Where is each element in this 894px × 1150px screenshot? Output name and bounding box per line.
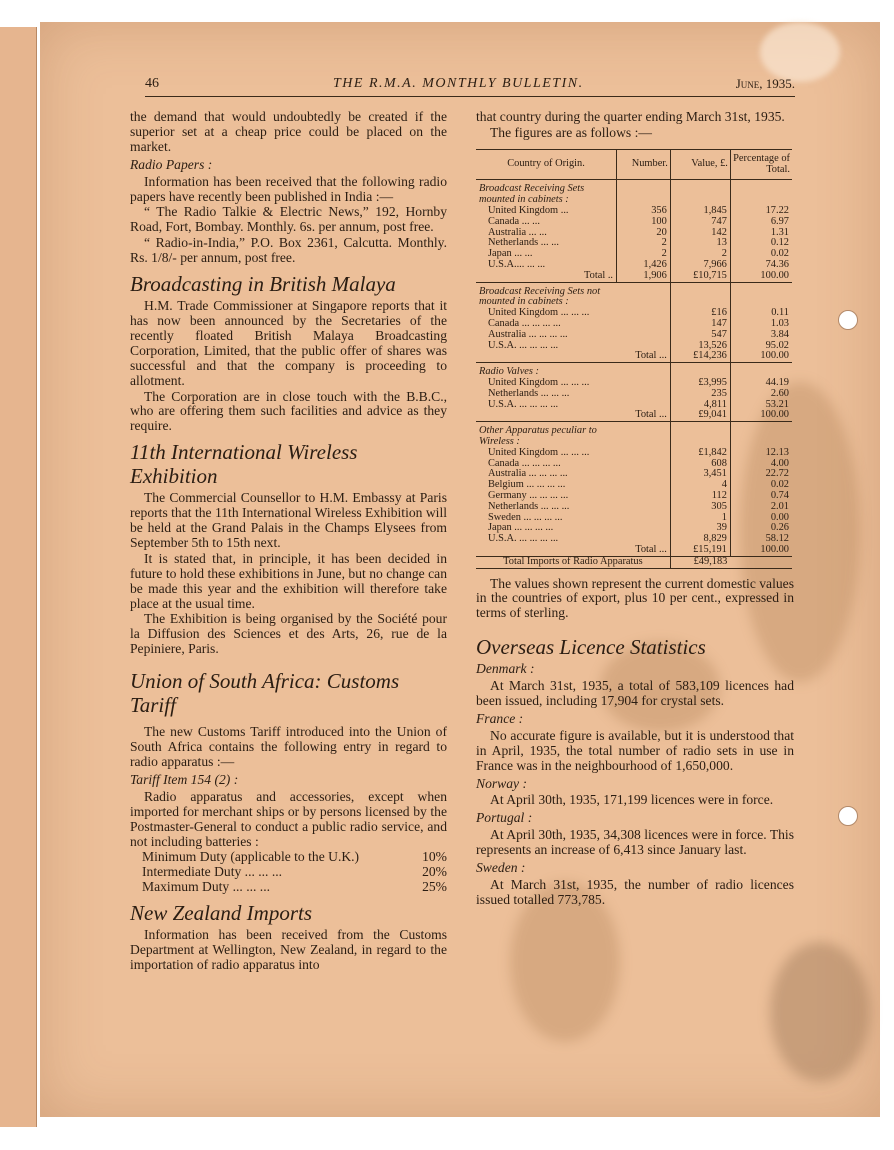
stain (760, 22, 840, 82)
malaya-p2: The Corporation are in close touch with the B.B.C., who are offering them such facilities and advice as they require. (130, 388, 447, 434)
value-cell: 7,966 (670, 260, 730, 271)
issue-date: June, 1935. (735, 76, 795, 91)
number-cell: 100 (617, 217, 671, 228)
exhibition-p2: It is stated that, in principle, it has been decided in future to hold these exhibitions in June, but no change can be made this year and the exhibition will therefore take place at the usual time. (130, 550, 447, 611)
tariff-p2: Radio apparatus and accessories, except when imported for merchant ships or by persons licensed by the Postmaster-General to conduct a public radio service, and not including batteries : (130, 788, 447, 849)
total-row (476, 351, 792, 362)
country-cell: United Kingdom ... ... ... (488, 307, 590, 319)
radio-papers-p2: “ The Radio Talkie & Electric News,” 192, Hornby Road, Fort, Bombay. Monthly. 6s. per annum, post free. (130, 204, 447, 235)
page-number: 46 (145, 76, 159, 91)
value-cell: 8,829 (670, 534, 730, 545)
percentage-cell: 44.19 (730, 378, 792, 389)
licence-country-heading: Portugal : (476, 810, 533, 826)
empty-cell (730, 180, 792, 206)
licence-country-heading: Denmark : (476, 661, 535, 677)
licence-country-text: At April 30th, 1935, 34,308 licences were in force. This represents an increase of 6,413 since January last. (476, 827, 794, 858)
percentage-cell: 58.12 (730, 534, 792, 545)
nz-p1: Information has been received from the Customs Department at Wellington, New Zealand, in regard to the importation of radio apparatus into (130, 927, 447, 972)
percentage-cell: 2.01 (730, 502, 792, 513)
percentage-cell: 1.03 (730, 319, 792, 330)
empty-cell (670, 422, 730, 448)
group-title-row (476, 363, 792, 378)
licence-country-text: No accurate figure is available, but it is understood that in April, 1935, the total number of radio sets in use in France was in the neighbourhood of 1,650,000. (476, 727, 794, 773)
total-percentage: 100.00 (730, 545, 792, 556)
country-cell: Canada ... ... ... ... (488, 457, 561, 469)
stain (770, 942, 870, 1082)
nz-heading: New Zealand Imports (130, 901, 313, 926)
exhibition-heading: 11th International Wireless Exhibition (130, 440, 358, 489)
grand-total-row (476, 556, 792, 568)
percentage-cell: 0.26 (730, 523, 792, 534)
empty-cell (617, 282, 671, 308)
col-header-number: Number. (617, 149, 671, 180)
value-cell: 4 (670, 480, 730, 491)
table-row (476, 217, 792, 228)
country-cell: United Kingdom ... ... ... (488, 446, 590, 458)
total-label: Total ... (476, 351, 670, 362)
grand-total-label: Total Imports of Radio Apparatus (476, 556, 670, 568)
group-title: Other Apparatus peculiar to Wireless : (479, 425, 597, 447)
total-value: £15,191 (670, 545, 730, 556)
country-cell: U.S.A. ... ... ... ... (488, 339, 559, 351)
radio-papers-p1: Information has been received that the following radio papers have recently been published in India :— (130, 173, 447, 204)
country-cell: Belgium ... ... ... ... (488, 479, 566, 491)
number-cell: 356 (617, 206, 671, 217)
total-label: Total ... (476, 410, 670, 421)
percentage-cell: 0.74 (730, 491, 792, 502)
duty-value: 10% (422, 849, 447, 865)
bulletin-title: THE R.M.A. MONTHLY BULLETIN. (333, 76, 584, 91)
percentage-cell: 0.00 (730, 513, 792, 524)
malaya-p1: H.M. Trade Commissioner at Singapore reports that it has now been announced by the Secretaries of the recently floated British Malaya Broadcasting Corporation, Limited, that the public offer of shares was successful and that the company is proceeding to allotment. (130, 298, 447, 388)
duty-value: 25% (422, 879, 447, 895)
total-row (476, 410, 792, 421)
exhibition-p3: The Exhibition is being organised by the Société pour la Diffusion des Sciences et des Arts, 26, rue de la Pepiniere, Paris. (130, 611, 447, 657)
value-cell: 2 (670, 249, 730, 260)
total-value: £9,041 (670, 410, 730, 421)
table-row (476, 448, 792, 459)
percentage-cell: 4.00 (730, 459, 792, 470)
country-cell: U.S.A. ... ... ... ... (488, 398, 559, 410)
value-cell: 13,526 (670, 341, 730, 352)
table-body (476, 180, 792, 568)
licence-country-heading: France : (476, 710, 524, 726)
right-column (476, 110, 794, 909)
empty-cell (617, 180, 671, 206)
value-cell: £3,995 (670, 378, 730, 389)
duty-row (130, 850, 447, 865)
adjacent-page-edge (0, 27, 37, 1127)
licence-country-text: At March 31st, 1935, the number of radio licences issued totalled 773,785. (476, 877, 794, 907)
tariff-item-heading: Tariff Item 154 (2) : (130, 771, 239, 787)
country-cell: Canada ... ... ... ... (488, 317, 561, 329)
exhibition-p1: The Commercial Counsellor to H.M. Embassy at Paris reports that the 11th International Wireless Exhibition will be held at the Grand Palais in the Champs Elysees from September 5th to 15th next. (130, 490, 447, 550)
total-value: £14,236 (670, 351, 730, 362)
continued-paragraph: that country during the quarter ending March 31st, 1935. (476, 109, 785, 124)
malaya-heading: Broadcasting in British Malaya (130, 272, 396, 297)
duty-row (130, 865, 447, 880)
percentage-cell: 6.97 (730, 217, 792, 228)
value-cell: 112 (670, 491, 730, 502)
table-header-row (476, 149, 792, 180)
empty-cell (730, 556, 792, 568)
value-cell: £1,842 (670, 448, 730, 459)
group-title-row (476, 180, 792, 206)
value-cell: 3,451 (670, 469, 730, 480)
tariff-heading: Union of South Africa: Customs Tariff (130, 669, 400, 718)
country-cell: United Kingdom ... ... ... (488, 376, 590, 388)
table-row (476, 389, 792, 400)
imports-table (476, 149, 792, 569)
grand-total-value: £49,183 (670, 556, 730, 568)
percentage-cell: 22.72 (730, 469, 792, 480)
country-cell: Netherlands ... ... ... (488, 500, 570, 512)
country-cell: Canada ... ... (488, 215, 540, 227)
values-note: The values shown represent the current domestic values in the countries of export, plus 10 per cent., expressed in terms of sterling. (476, 575, 794, 621)
value-cell: 39 (670, 523, 730, 534)
country-cell: U.S.A. ... ... ... ... (488, 533, 559, 545)
licence-list (476, 662, 794, 908)
empty-cell (730, 422, 792, 448)
empty-cell (617, 363, 671, 378)
punch-hole (838, 806, 858, 826)
empty-cell (670, 180, 730, 206)
value-cell: 608 (670, 459, 730, 470)
percentage-cell: 1.31 (730, 228, 792, 239)
empty-cell (730, 282, 792, 308)
duty-label: Intermediate Duty ... ... ... (142, 864, 283, 880)
table-row (476, 502, 792, 513)
duty-label: Maximum Duty ... ... ... (142, 879, 271, 895)
total-label: Total .. (476, 271, 617, 282)
number-cell: 20 (617, 228, 671, 239)
value-cell: 4,811 (670, 400, 730, 411)
col-header-value: Value, £. (670, 149, 730, 180)
country-cell: Australia ... ... ... ... (488, 328, 568, 340)
page-header (145, 76, 795, 97)
duty-label: Minimum Duty (applicable to the U.K.) (142, 849, 360, 865)
duty-list (130, 850, 447, 895)
value-cell: 305 (670, 502, 730, 513)
radio-papers-subheading: Radio Papers : (130, 156, 213, 172)
intro-paragraph: the demand that would undoubtedly be created if the superior set at a cheap price could be placed on the market. (130, 109, 447, 154)
country-cell: Japan ... ... (488, 248, 533, 260)
value-cell: 142 (670, 228, 730, 239)
percentage-cell: 0.11 (730, 308, 792, 319)
country-cell: U.S.A.... ... ... (488, 258, 546, 270)
table-row (476, 534, 792, 545)
percentage-cell: 0.02 (730, 480, 792, 491)
percentage-cell: 53.21 (730, 400, 792, 411)
percentage-cell: 74.36 (730, 260, 792, 271)
value-cell: £16 (670, 308, 730, 319)
table-row (476, 330, 792, 341)
percentage-cell: 12.13 (730, 448, 792, 459)
group-title: Radio Valves : (479, 366, 540, 378)
value-cell: 1 (670, 513, 730, 524)
punch-hole (838, 310, 858, 330)
total-row (476, 271, 792, 282)
total-value: £10,715 (670, 271, 730, 282)
group-title: Broadcast Receiving Sets mounted in cabinets : (479, 183, 585, 206)
tariff-p1: The new Customs Tariff introduced into the Union of South Africa contains the following entry in regard to radio apparatus :— (130, 724, 447, 769)
licence-country-heading: Sweden : (476, 860, 526, 876)
number-cell: 2 (617, 249, 671, 260)
country-cell: Japan ... ... ... ... (488, 522, 554, 534)
duty-value: 20% (422, 864, 447, 880)
empty-cell (670, 282, 730, 308)
col-header-country: Country of Origin. (476, 149, 617, 180)
total-percentage: 100.00 (730, 271, 792, 282)
value-cell: 547 (670, 330, 730, 341)
country-cell: Germany ... ... ... ... (488, 489, 569, 501)
value-cell: 1,845 (670, 206, 730, 217)
empty-cell (617, 422, 671, 448)
duty-row (130, 880, 447, 895)
value-cell: 13 (670, 238, 730, 249)
empty-cell (670, 363, 730, 378)
total-percentage: 100.00 (730, 410, 792, 421)
empty-cell (730, 363, 792, 378)
number-cell: 1,426 (617, 260, 671, 271)
table-row (476, 400, 792, 411)
percentage-cell: 2.60 (730, 389, 792, 400)
group-title-row (476, 422, 792, 448)
figures-intro: The figures are as follows :— (490, 124, 652, 140)
table-row (476, 341, 792, 352)
group-title-row (476, 282, 792, 308)
country-cell: Sweden ... ... ... ... (488, 511, 563, 523)
percentage-cell: 95.02 (730, 341, 792, 352)
percentage-cell: 3.84 (730, 330, 792, 341)
total-number: 1,906 (617, 271, 671, 282)
group-title: Broadcast Receiving Sets not mounted in cabinets : (479, 285, 601, 308)
country-cell: Australia ... ... (488, 226, 547, 238)
col-header-percentage: Percentage of Total. (730, 149, 792, 180)
radio-papers-p3: “ Radio-in-India,” P.O. Box 2361, Calcutta. Monthly. Rs. 1/8/- per annum, post free. (130, 235, 447, 266)
percentage-cell: 17.22 (730, 206, 792, 217)
value-cell: 147 (670, 319, 730, 330)
value-cell: 235 (670, 389, 730, 400)
number-cell: 2 (617, 238, 671, 249)
left-column (130, 110, 447, 974)
licence-heading: Overseas Licence Statistics (476, 635, 706, 660)
country-cell: Australia ... ... ... ... (488, 468, 568, 480)
country-cell: Netherlands ... ... ... (488, 387, 570, 399)
country-cell: United Kingdom ... (488, 205, 569, 216)
table-row (476, 260, 792, 271)
licence-country-text: At March 31st, 1935, a total of 583,109 licences had been issued, including 17,904 for crystal sets. (476, 678, 794, 709)
country-cell: Netherlands ... ... (488, 237, 559, 249)
percentage-cell: 0.02 (730, 249, 792, 260)
total-row (476, 545, 792, 556)
value-cell: 747 (670, 217, 730, 228)
total-label: Total ... (476, 545, 670, 556)
percentage-cell: 0.12 (730, 238, 792, 249)
total-percentage: 100.00 (730, 351, 792, 362)
licence-country-text: At April 30th, 1935, 171,199 licences were in force. (490, 792, 774, 808)
licence-country-heading: Norway : (476, 775, 527, 791)
